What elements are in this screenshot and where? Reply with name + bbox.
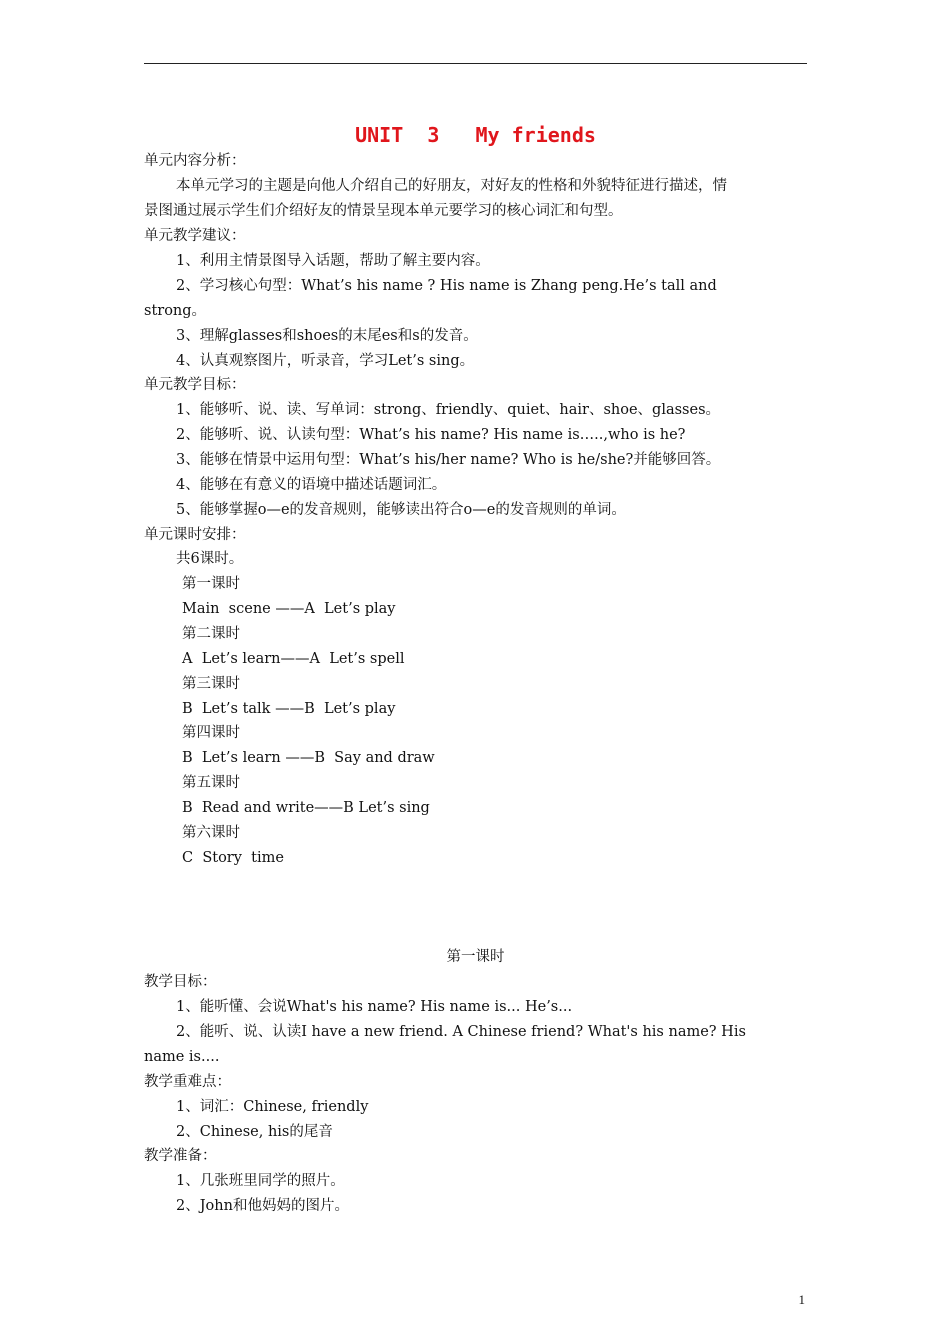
section-heading: 单元课时安排： (144, 527, 246, 543)
lesson-content: A Let’s learn——A Let’s spell (182, 651, 405, 667)
section-heading: 教学重难点： (144, 1074, 231, 1090)
list-item-continuation: name is.... (144, 1049, 220, 1065)
lesson-label: 第一课时 (182, 576, 240, 592)
lesson-label: 第六课时 (182, 825, 240, 841)
list-item: 1、几张班里同学的照片。 (176, 1173, 345, 1189)
list-item: 1、词汇：Chinese, friendly (176, 1099, 369, 1115)
list-item: 1、能听懂、会说What's his name? His name is... He’s... (176, 999, 573, 1015)
lesson-label: 第五课时 (182, 775, 240, 791)
list-item: 3、能够在情景中运用句型：What’s his/her name? Who is he/she?并能够回答。 (176, 452, 721, 468)
page-number: 1 (798, 1292, 805, 1307)
paragraph-line: 景图通过展示学生们介绍好友的情景呈现本单元要学习的核心词汇和句型。 (144, 203, 623, 219)
list-item: 5、能够掌握o—e的发音规则，能够读出符合o—e的发音规则的单词。 (176, 502, 626, 518)
lesson-content: B Let’s learn ——B Say and draw (182, 750, 435, 766)
list-item-continuation: strong。 (144, 303, 207, 319)
list-item: 2、能听、说、认读I have a new friend. A Chinese friend? What's his name? His (176, 1024, 746, 1040)
lesson-label: 第二课时 (182, 626, 240, 642)
list-item: 1、利用主情景图导入话题，帮助了解主要内容。 (176, 253, 490, 269)
lesson-label: 第三课时 (182, 676, 240, 692)
list-item: 2、Chinese, his的尾音 (176, 1124, 333, 1140)
list-item: 1、能够听、说、读、写单词：strong、friendly、quiet、hair、shoe、glasses。 (176, 402, 721, 418)
schedule-total: 共6课时。 (176, 551, 244, 567)
section-heading: 单元内容分析： (144, 153, 246, 169)
lesson-content: C Story time (182, 850, 284, 866)
paragraph-line: 本单元学习的主题是向他人介绍自己的好朋友，对好友的性格和外貌特征进行描述，情 (176, 178, 727, 194)
header-rule (144, 63, 807, 64)
unit-title: UNIT 3 My friends (355, 123, 596, 147)
lesson-heading: 第一课时 (446, 949, 505, 965)
list-item: 4、能够在有意义的语境中描述话题词汇。 (176, 477, 447, 493)
section-heading: 单元教学目标： (144, 377, 246, 393)
list-item: 3、理解glasses和shoes的末尾es和s的发音。 (176, 328, 478, 344)
lesson-content: Main scene ——A Let’s play (182, 601, 396, 617)
lesson-content: B Let’s talk ——B Let’s play (182, 701, 396, 717)
section-heading: 教学目标： (144, 974, 217, 990)
section-heading: 教学准备： (144, 1148, 217, 1164)
lesson-label: 第四课时 (182, 725, 240, 741)
section-heading: 单元教学建议： (144, 228, 246, 244)
list-item: 2、学习核心句型：What’s his name ? His name is Zhang peng.He’s tall and (176, 278, 717, 294)
list-item: 2、能够听、说、认读句型：What’s his name? His name is…..,who is he? (176, 427, 686, 443)
list-item: 4、认真观察图片，听录音，学习Let’s sing。 (176, 353, 475, 369)
lesson-content: B Read and write——B Let’s sing (182, 800, 430, 816)
list-item: 2、John和他妈妈的图片。 (176, 1198, 349, 1214)
